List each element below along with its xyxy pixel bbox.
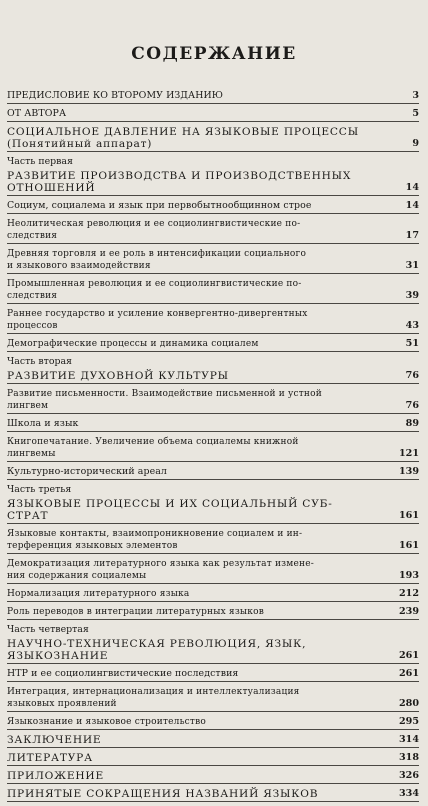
toc-entry [7, 716, 419, 730]
toc-entry [7, 606, 419, 620]
page-title: СОДЕРЖАНИЕ [131, 44, 297, 64]
toc-entry [7, 278, 419, 304]
toc-entry-page-number: 121 [398, 448, 419, 459]
toc-entry-page-number: 139 [398, 466, 419, 477]
toc-entry-title: ОТ АВТОРА [7, 108, 67, 119]
toc-entry [7, 388, 419, 414]
part-label: Часть вторая [7, 356, 72, 367]
toc-entry-title: Книгопечатание. Увеличение объема социалемы книжной лингвемы [7, 437, 299, 459]
toc-entry-page-number: 3 [412, 90, 419, 101]
toc-entry [7, 528, 419, 554]
toc-entry-title: Роль переводов в интеграции литературных языков [7, 607, 264, 617]
toc-entry-page-number: 314 [398, 734, 419, 745]
toc-entry-page-number: 5 [412, 108, 419, 119]
part-label: Часть четвертая [7, 624, 89, 635]
toc-entry [7, 108, 419, 122]
toc-entry-page-number: 17 [405, 230, 419, 241]
toc-entry-title: РАЗВИТИЕ ПРОИЗВОДСТВА И ПРОИЗВОДСТВЕННЫХ ОТНОШЕНИЙ [7, 170, 352, 194]
toc-entry-title: Языковые контакты, взаимопроникновение социалем и ин- терференция языковых элементов [7, 529, 303, 551]
toc-entry-title: СОЦИАЛЬНОЕ ДАВЛЕНИЕ НА ЯЗЫКОВЫЕ ПРОЦЕССЫ (Понятийный аппарат) [7, 126, 359, 150]
toc-entry [7, 418, 419, 432]
toc-entry-page-number: 295 [398, 716, 419, 727]
toc-entry-page-number: 76 [405, 400, 419, 411]
toc-entry-title: НТР и ее социолингвистические последствия [7, 668, 239, 679]
toc-entry-page-number: 239 [398, 606, 419, 617]
toc-entry-title: Языкознание и языковое строительство [7, 717, 206, 727]
toc-entry-page-number: 212 [398, 588, 419, 599]
toc-entry-title: Развитие письменности. Взаимодействие письменной и устной лингвем [7, 389, 322, 411]
toc-entry-page-number: 39 [405, 290, 419, 301]
toc-entry-title: Неолитическая революция и ее социолингвистические по- следствия [7, 219, 301, 241]
toc-entry-page-number: 89 [405, 418, 419, 429]
table-of-contents [7, 90, 419, 806]
toc-entry-title: Нормализация литературного языка [7, 589, 190, 599]
toc-entry-page-number: 51 [405, 338, 419, 349]
toc-entry [7, 686, 419, 712]
toc-entry [7, 558, 419, 584]
toc-entry-page-number: 318 [398, 752, 419, 763]
toc-entry-title: НАУЧНО-ТЕХНИЧЕСКАЯ РЕВОЛЮЦИЯ, ЯЗЫК, ЯЗЫКОЗНАНИЕ [7, 638, 307, 662]
toc-entry-title: Демократизация литературного языка как результат измене- ния содержания социалемы [7, 559, 314, 581]
toc-entry-page-number: 43 [405, 320, 419, 331]
toc-entry-title: Промышленная революция и ее социолингвистические по- следствия [7, 279, 302, 301]
toc-entry-title: Социум, социалема и язык при первобытнообщинном строе [7, 200, 312, 211]
toc-entry-page-number: 31 [405, 260, 419, 271]
toc-entry-page-number: 326 [398, 770, 419, 781]
toc-entry [7, 338, 419, 352]
toc-entry-page-number: 9 [412, 138, 419, 149]
toc-entry-page-number: 261 [398, 650, 419, 661]
toc-entry-page-number: 334 [398, 788, 419, 799]
toc-entry-title: ПРИНЯТЫЕ СОКРАЩЕНИЯ НАЗВАНИЙ ЯЗЫКОВ [7, 788, 319, 800]
toc-entry [7, 638, 419, 664]
toc-entry-page-number: 261 [398, 668, 419, 679]
toc-entry [7, 90, 419, 104]
toc-entry [7, 752, 419, 766]
toc-entry-title: ПРИЛОЖЕНИЕ [7, 770, 104, 782]
toc-entry-title: Древняя торговля и ее роль в интенсификации социального и языкового взаимодействия [7, 249, 307, 271]
toc-entry [7, 588, 419, 602]
toc-entry-title: Интеграция, интернационализация и интеллектуализация языковых проявлений [7, 687, 300, 709]
part-label: Часть третья [7, 484, 72, 495]
toc-entry [7, 770, 419, 784]
toc-entry-title: ЛИТЕРАТУРА [7, 752, 93, 764]
toc-entry [7, 218, 419, 244]
toc-entry-title: РАЗВИТИЕ ДУХОВНОЙ КУЛЬТУРЫ [7, 370, 229, 382]
toc-entry [7, 668, 419, 682]
toc-entry-title: ЗАКЛЮЧЕНИЕ [7, 734, 102, 746]
toc-entry-page-number: 76 [405, 370, 419, 381]
toc-entry-page-number: 14 [405, 200, 419, 211]
toc-entry [7, 498, 419, 524]
toc-entry-title: Демографические процессы и динамика социалем [7, 339, 259, 349]
toc-entry [7, 170, 419, 196]
toc-entry-title: ЯЗЫКОВЫЕ ПРОЦЕССЫ И ИХ СОЦИАЛЬНЫЙ СУБ- СТРАТ [7, 498, 333, 522]
toc-entry [7, 200, 419, 214]
toc-entry-page-number: 193 [398, 570, 419, 581]
toc-entry-title: ПРЕДИСЛОВИЕ КО ВТОРОМУ ИЗДАНИЮ [7, 90, 224, 101]
toc-entry-page-number: 280 [398, 698, 419, 709]
toc-entry [7, 788, 419, 802]
toc-entry [7, 436, 419, 462]
toc-entry-page-number: 161 [398, 510, 419, 521]
toc-entry [7, 126, 419, 152]
toc-entry [7, 370, 419, 384]
toc-entry-page-number: 14 [405, 182, 419, 193]
toc-entry-title: Школа и язык [7, 418, 79, 429]
toc-entry [7, 248, 419, 274]
toc-entry [7, 734, 419, 748]
toc-entry-page-number: 161 [398, 540, 419, 551]
toc-entry-title: Раннее государство и усиление конвергентно-дивергентных процессов [7, 309, 308, 331]
toc-entry-title: Культурно-исторический ареал [7, 466, 167, 477]
toc-entry [7, 308, 419, 334]
part-label: Часть первая [7, 156, 73, 167]
toc-entry [7, 466, 419, 480]
